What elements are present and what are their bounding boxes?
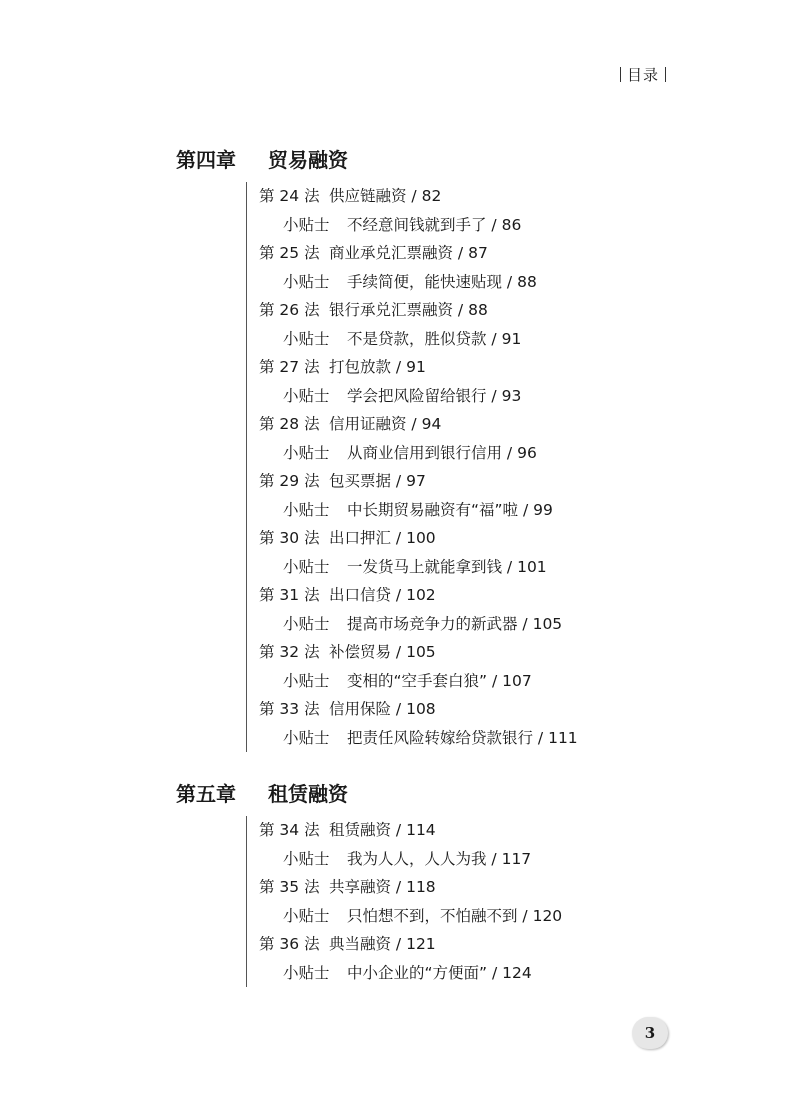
chapter-5	[176, 780, 562, 987]
header-divider-left	[620, 67, 621, 82]
toc-method-entry[interactable]	[259, 873, 562, 902]
toc-tip-entry[interactable]	[259, 268, 578, 297]
chapter-heading	[176, 146, 578, 174]
toc-method-entry[interactable]	[259, 182, 578, 211]
entry-label: 小贴士	[283, 500, 330, 519]
toc-method-entry[interactable]	[259, 467, 578, 496]
entry-title-page: 不经意间钱就到手了 / 86	[347, 215, 522, 234]
toc-tip-entry[interactable]	[259, 667, 578, 696]
entry-title-page: 租赁融资 / 114	[329, 821, 436, 839]
toc-method-entry[interactable]	[259, 410, 578, 439]
entry-title-page: 供应链融资 / 82	[329, 187, 442, 205]
entry-title-page: 从商业信用到银行信用 / 96	[347, 443, 537, 462]
entry-label: 第 24 法	[259, 187, 320, 205]
entry-title-page: 中长期贸易融资有“福”啦 / 99	[347, 500, 553, 519]
entry-title-page: 中小企业的“方便面” / 124	[347, 963, 532, 982]
chapter-number: 第四章	[176, 148, 236, 172]
entry-title-page: 共享融资 / 118	[329, 878, 436, 896]
entry-title-page: 学会把风险留给银行 / 93	[347, 386, 522, 405]
header-divider-right	[665, 67, 666, 82]
toc-tip-entry[interactable]	[259, 496, 578, 525]
chapter-name: 贸易融资	[268, 148, 348, 172]
toc-method-entry[interactable]	[259, 581, 578, 610]
entry-title-page: 打包放款 / 91	[329, 358, 426, 376]
entry-label: 第 31 法	[259, 586, 320, 604]
entry-label: 小贴士	[283, 963, 330, 982]
entry-label: 小贴士	[283, 849, 330, 868]
entry-label: 第 34 法	[259, 821, 320, 839]
toc-tip-entry[interactable]	[259, 724, 578, 753]
entry-title-page: 一发货马上就能拿到钱 / 101	[347, 557, 547, 576]
entry-label: 第 36 法	[259, 935, 320, 953]
entry-label: 第 30 法	[259, 529, 320, 547]
toc-method-entry[interactable]	[259, 930, 562, 959]
toc-tip-entry[interactable]	[259, 553, 578, 582]
entry-title-page: 手续简便，能快速贴现 / 88	[347, 272, 537, 291]
toc-tip-entry[interactable]	[259, 382, 578, 411]
chapter-4	[176, 146, 578, 752]
toc-tip-entry[interactable]	[259, 325, 578, 354]
entry-label: 小贴士	[283, 443, 330, 462]
page-number-badge: 3	[632, 1017, 668, 1049]
toc-tip-entry[interactable]	[259, 439, 578, 468]
entry-title-page: 典当融资 / 121	[329, 935, 436, 953]
entry-title-page: 信用证融资 / 94	[329, 415, 442, 433]
entry-label: 小贴士	[283, 728, 330, 747]
entry-title-page: 银行承兑汇票融资 / 88	[329, 301, 488, 319]
entry-title-page: 提高市场竞争力的新武器 / 105	[347, 614, 563, 633]
toc-method-entry[interactable]	[259, 296, 578, 325]
chapter-name: 租赁融资	[268, 782, 348, 806]
entry-label: 小贴士	[283, 906, 330, 925]
entry-title-page: 补偿贸易 / 105	[329, 643, 436, 661]
chapter-number: 第五章	[176, 782, 236, 806]
entry-title-page: 变相的“空手套白狼” / 107	[347, 671, 532, 690]
entry-title-page: 只怕想不到，不怕融不到 / 120	[347, 906, 563, 925]
toc-tip-entry[interactable]	[259, 211, 578, 240]
toc-tip-entry[interactable]	[259, 902, 562, 931]
entry-title-page: 把责任风险转嫁给贷款银行 / 111	[347, 728, 578, 747]
entry-label: 小贴士	[283, 614, 330, 633]
entry-title-page: 出口信贷 / 102	[329, 586, 436, 604]
entry-label: 第 27 法	[259, 358, 320, 376]
toc-method-entry[interactable]	[259, 239, 578, 268]
toc-tip-entry[interactable]	[259, 610, 578, 639]
entry-label: 第 32 法	[259, 643, 320, 661]
entry-title-page: 包买票据 / 97	[329, 472, 426, 490]
entry-label: 小贴士	[283, 386, 330, 405]
toc-method-entry[interactable]	[259, 816, 562, 845]
entry-label: 第 29 法	[259, 472, 320, 490]
toc-method-entry[interactable]	[259, 524, 578, 553]
entry-title-page: 不是贷款，胜似贷款 / 91	[347, 329, 522, 348]
entry-title-page: 我为人人，人人为我 / 117	[347, 849, 532, 868]
entry-title-page: 出口押汇 / 100	[329, 529, 436, 547]
toc-tip-entry[interactable]	[259, 959, 562, 988]
entry-label: 小贴士	[283, 329, 330, 348]
entry-label: 第 28 法	[259, 415, 320, 433]
toc-entry-list	[246, 816, 562, 987]
running-header	[614, 64, 672, 85]
entry-title-page: 信用保险 / 108	[329, 700, 436, 718]
entry-label: 小贴士	[283, 557, 330, 576]
toc-method-entry[interactable]	[259, 353, 578, 382]
toc-method-entry[interactable]	[259, 695, 578, 724]
entry-label: 小贴士	[283, 215, 330, 234]
entry-label: 第 26 法	[259, 301, 320, 319]
toc-method-entry[interactable]	[259, 638, 578, 667]
entry-label: 第 35 法	[259, 878, 320, 896]
entry-label: 第 33 法	[259, 700, 320, 718]
toc-entry-list	[246, 182, 578, 752]
header-section-label: 目录	[626, 66, 659, 84]
toc-tip-entry[interactable]	[259, 845, 562, 874]
entry-label: 小贴士	[283, 272, 330, 291]
entry-label: 小贴士	[283, 671, 330, 690]
entry-label: 第 25 法	[259, 244, 320, 262]
entry-title-page: 商业承兑汇票融资 / 87	[329, 244, 488, 262]
chapter-heading	[176, 780, 562, 808]
